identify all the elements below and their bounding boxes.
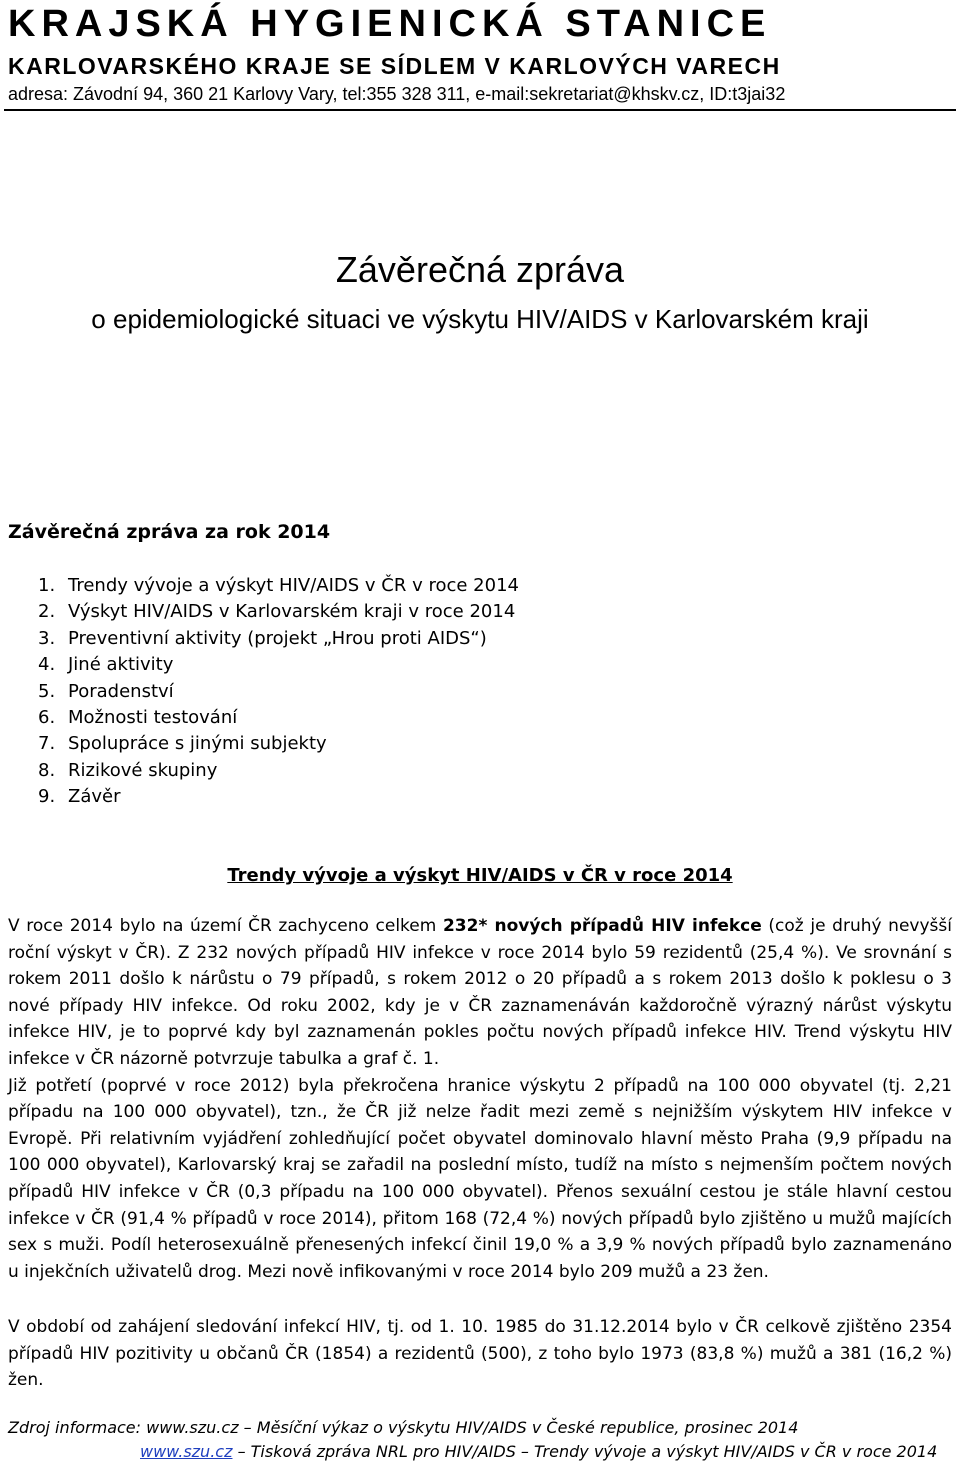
toc-item-number: 6.: [38, 706, 56, 728]
toc-item: [38, 784, 519, 810]
toc-item-label: Jiné aktivity: [68, 654, 174, 676]
section-paragraph-trends: [8, 913, 952, 1285]
organization-subtitle: KARLOVARSKÉHO KRAJE SE SÍDLEM V KARLOVÝCH VARECH: [8, 53, 781, 79]
organization-address: adresa: Závodní 94, 360 21 Karlovy Vary, tel:355 328 311, e-mail:sekretariat@khskv.cz, ID:t3jai32: [8, 84, 786, 104]
toc-item-label: Preventivní aktivity (projekt „Hrou proti AIDS“): [68, 627, 487, 649]
toc-item: [38, 679, 519, 705]
toc-item-number: 9.: [38, 786, 56, 808]
toc-item-label: Závěr: [68, 786, 121, 808]
section-paragraph-totals: V období od zahájení sledování infekcí HIV, tj. od 1. 10. 1985 do 31.12.2014 bylo v ČR celkově zjištěno 2354 případů HIV pozitivity u občanů ČR (1854) a rezidentů (500), z toho bylo 1973 (83,8 %) mužů a 381 (16,2 %) žen.: [8, 1317, 952, 1391]
toc-item-label: Trendy vývoje a výskyt HIV/AIDS v ČR v roce 2014: [68, 575, 519, 596]
toc-item: [38, 599, 519, 625]
toc-item-label: Výskyt HIV/AIDS v Karlovarském kraji v roce 2014: [68, 601, 516, 623]
toc-item-label: Poradenství: [68, 680, 174, 702]
paragraph-text: V roce 2014 bylo na území ČR zachyceno celkem: [8, 916, 443, 936]
toc-item-number: 1.: [38, 575, 56, 596]
toc-item: [38, 731, 519, 757]
source-note: Zdroj informace: www.szu.cz – Měsíční výkaz o výskytu HIV/AIDS v České republice, prosinec 2014: [8, 1418, 799, 1437]
section-heading: Trendy vývoje a výskyt HIV/AIDS v ČR v roce 2014: [227, 865, 733, 886]
toc-heading: Závěrečná zpráva za rok 2014: [8, 521, 331, 543]
paragraph-text: (což je druhý nevyšší roční výskyt v ČR). Z 232 nových případů HIV infekce v roce 2014 bylo 59 rezidentů (25,4 %). Ve srovnání s rokem 2011 došlo k nárůstu o 79 případů, s rokem 2012 o 20 případů a s rokem 2013 došlo k poklesu o 3 nové případy HIV infekce. Od roku 2002, kdy je v ČR zaznamenáván každoročně výrazný nárůst výskytu infekce HIV, je to poprvé kdy byl zaznamenán pokles počtu nových případů infekce HIV. Trend výskytu HIV infekce v ČR názorně potvrzuje tabulka a graf č. 1.: [8, 916, 952, 1069]
header-divider: [4, 109, 956, 111]
toc-item: [38, 758, 519, 784]
toc-item-number: 3.: [38, 627, 56, 649]
report-title: Závěrečná zpráva: [335, 249, 625, 290]
toc-item-number: 4.: [38, 654, 56, 676]
source-note-text: – Tisková zpráva NRL pro HIV/AIDS – Trendy vývoje a výskyt HIV/AIDS v ČR v roce 2014: [232, 1442, 938, 1461]
toc-item-label: Rizikové skupiny: [68, 759, 218, 781]
toc-item: [38, 705, 519, 731]
toc-item-label: Možnosti testování: [68, 706, 238, 728]
toc-item-number: 7.: [38, 733, 56, 755]
toc-item: [38, 652, 519, 678]
source-link[interactable]: www.szu.cz: [140, 1442, 233, 1461]
table-of-contents: [38, 573, 519, 811]
toc-item-number: 8.: [38, 759, 56, 781]
toc-item-label: Spolupráce s jinými subjekty: [68, 733, 327, 755]
paragraph-emphasis: 232* nových případů HIV infekce: [442, 916, 762, 936]
report-subtitle: o epidemiologické situaci ve výskytu HIV/AIDS v Karlovarském kraji: [91, 304, 869, 334]
toc-item-number: 5.: [38, 680, 56, 702]
toc-item: [38, 626, 519, 652]
paragraph-text: Již potřetí (poprvé v roce 2012) byla překročena hranice výskytu 2 případů na 100 000 obyvatel (tj. 2,21 případu na 100 000 obyvatel), tzn., že ČR již nelze řadit mezi země s nejnižším výskytem HIV infekce v Evropě. Při relativním vyjádření zohledňující počet obyvatel dominovalo hlavní město Praha (9,9 případu na 100 000 obyvatel), Karlovarský kraj se zařadil na poslední místo, tudíž na místo s nejmenším počtem nových případů HIV infekce v ČR (0,3 případu na 100 000 obyvatel). Přenos sexuální cestou je stále hlavní cestou infekce v ČR (91,4 % případů v roce 2014), přitom 168 (72,4 %) nových případů bylo zjištěno u mužů majících sex s muži. Podíl heterosexuálně přenesených infekcí činil 19,0 % a 3,9 % nových případů bylo zaznamenáno u injekčních uživatelů drog. Mezi nově infikovanými v roce 2014 bylo 209 mužů a 23 žen.: [8, 1075, 952, 1282]
organization-title: KRAJSKÁ HYGIENICKÁ STANICE: [8, 3, 772, 45]
toc-item-number: 2.: [38, 601, 56, 623]
toc-item: [38, 573, 519, 599]
source-note-second: [140, 1441, 937, 1463]
